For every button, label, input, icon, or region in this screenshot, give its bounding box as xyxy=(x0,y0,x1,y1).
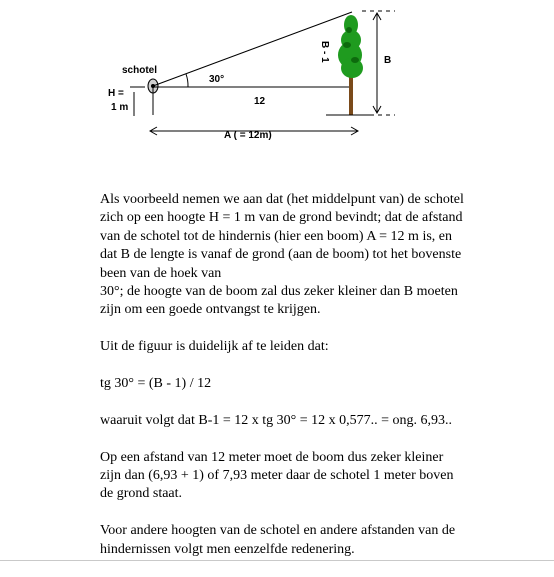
label-schotel: schotel xyxy=(122,65,158,76)
satellite-dish-diagram xyxy=(100,0,440,160)
paragraph-example: Als voorbeeld nemen we aan dat (het middelpunt van) de schotel zich op een hoogte H = 1 m van de grond bevindt; dat de afstand van de schotel tot de hindernis (hier een boom) A = 12 m is, en dat B de lengte is vanaf de grond (aan de boom) tot het bovenste been van de hoek van 30°; de hoogte van de boom zal dus zeker kleiner dan B moeten zijn om een goede ontvangst te krijgen. xyxy=(100,192,464,318)
label-b-minus-1: B - 1 xyxy=(319,41,330,63)
label-b: B xyxy=(384,55,392,66)
bottom-divider xyxy=(0,560,554,561)
paragraph-derivation-intro: Uit de figuur is duidelijk af te leiden dat: xyxy=(100,339,329,355)
paragraph-tangent-formula: tg 30° = (B - 1) / 12 xyxy=(100,376,212,392)
label-distance: 12 xyxy=(254,96,266,107)
paragraph-conclusion: Op een afstand van 12 meter moet de boom dus zeker kleiner zijn dan (6,93 + 1) of 7,93 meter daar de schotel 1 meter boven de grond staat. xyxy=(100,449,454,502)
explanation-text xyxy=(100,191,500,577)
angle-arc xyxy=(186,74,188,87)
b-dimension-arrow xyxy=(373,13,381,113)
paragraph-generalisation: Voor andere hoogten van de schotel en andere afstanden van de hindernissen volgt men eenzelfde redenering. xyxy=(100,523,456,557)
label-a: A ( = 12m) xyxy=(224,130,272,141)
label-angle: 30° xyxy=(209,74,225,85)
label-h: H = xyxy=(108,88,124,99)
tree-icon xyxy=(338,15,363,115)
paragraph-calculation: waaruit volgt dat B-1 = 12 x tg 30° = 12 x 0,577.. = ong. 6,93.. xyxy=(100,412,453,428)
diagram-canvas xyxy=(100,0,440,160)
label-h-unit: 1 m xyxy=(111,102,129,113)
